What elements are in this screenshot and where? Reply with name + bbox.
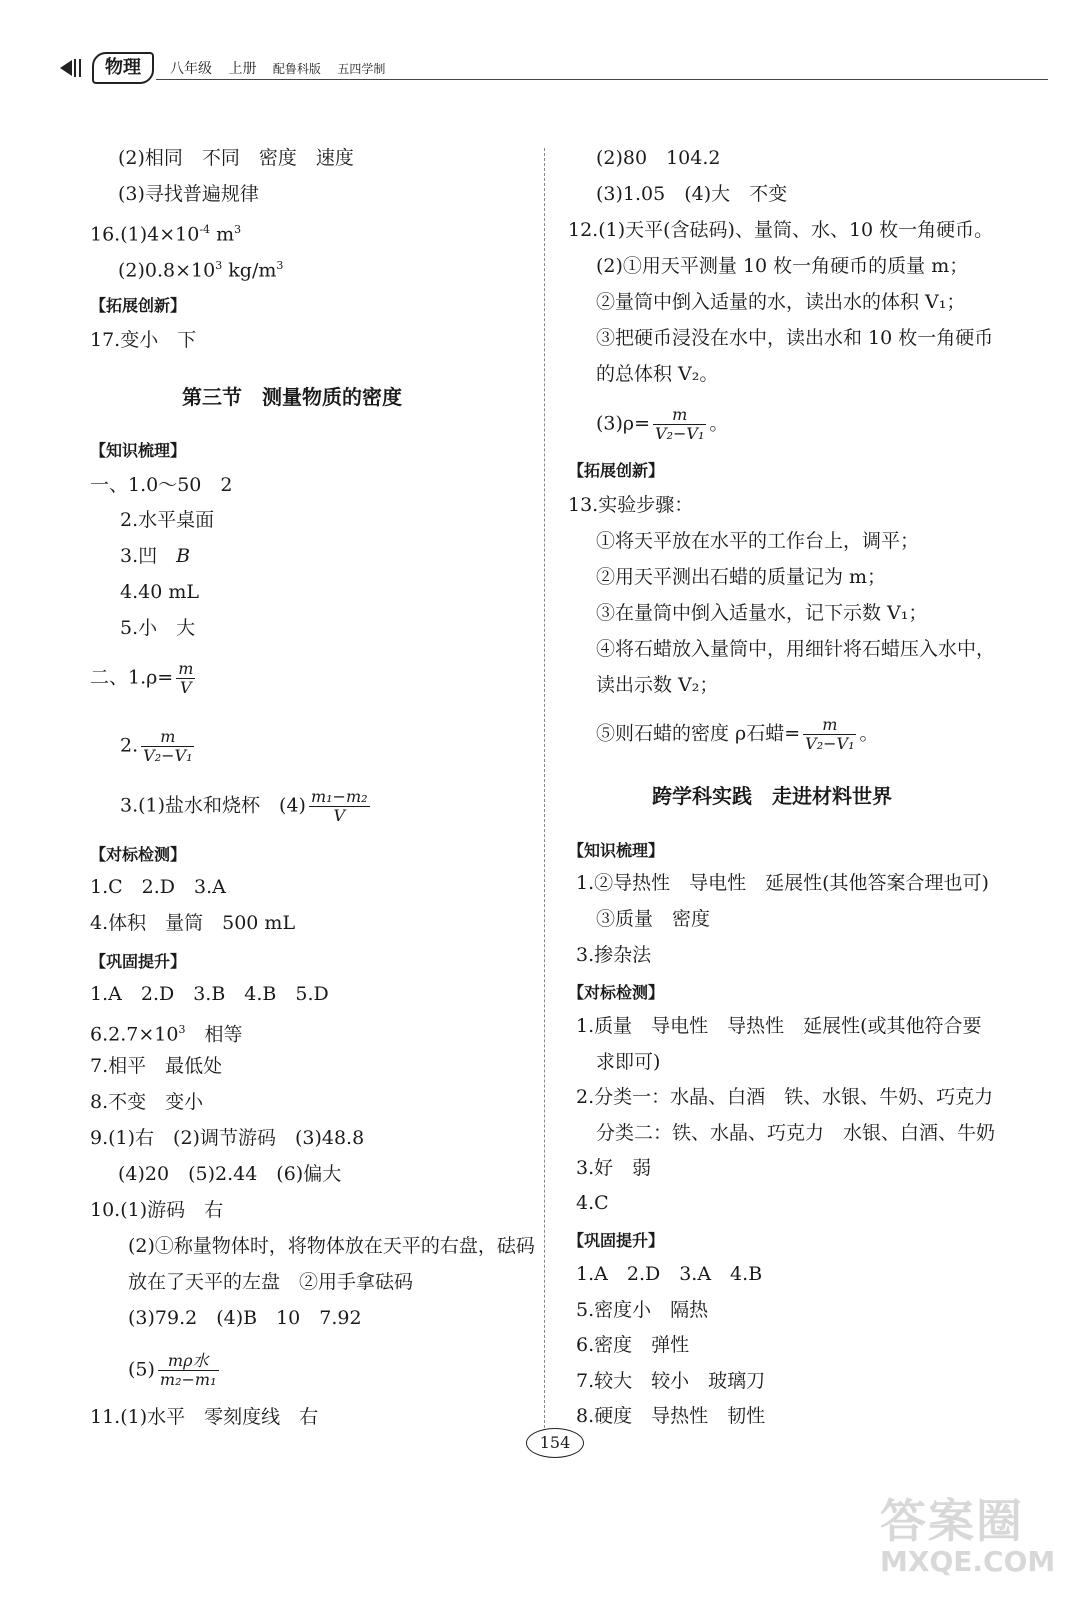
answer-line: $(2)0.8\times 10^3$ $kg/m^3$ — [118, 259, 284, 282]
answer-line: 3.好 弱 — [576, 1157, 652, 1179]
page-header — [48, 50, 1008, 84]
answer-line: (3)寻找普遍规律 — [118, 183, 259, 205]
column-divider — [544, 148, 545, 1428]
answer-line: 2.水平桌面 — [120, 509, 215, 531]
fraction: $\frac{m}{\text{V₂−V₁}}$ — [143, 727, 193, 765]
arrow-icon — [60, 60, 72, 76]
answer-line: 3.掺杂法 — [576, 944, 652, 966]
formula-line: 二、1.ρ= $\frac{m}{V}$ — [90, 659, 194, 697]
answer-line: $16.(1)4\times 10^{-4}$ $m^3$ — [90, 223, 242, 246]
header-rule — [156, 79, 1048, 80]
formula-line: 2. $\frac{m}{\text{V₂−V₁}}$ — [120, 727, 193, 765]
answer-line: 1.C 2.D 3.A — [90, 876, 226, 898]
answer-line: 放在了天平的左盘 ②用手拿砝码 — [128, 1271, 414, 1293]
lesson-heading: 第三节 测量物质的密度 — [182, 385, 402, 409]
volume-label: 上册 — [228, 61, 257, 77]
answer-line: ②量筒中倒入适量的水，读出水的体积 V₁； — [596, 291, 966, 313]
answer-line: (3)79.2 (4)B 10 7.92 — [128, 1307, 362, 1329]
edition-label: 配鲁科版 — [272, 62, 321, 76]
answer-line: 2.分类一：水晶、白酒 铁、水银、牛奶、巧克力 — [576, 1086, 994, 1108]
watermark-text: 答案圈 — [880, 1494, 1024, 1548]
bar-decoration — [74, 59, 76, 77]
answer-line: 5.小 大 — [120, 617, 196, 639]
answer-line: 12.(1)天平(含砝码)、量筒、水、10 枚一角硬币。 — [568, 219, 994, 241]
watermark-url: MXQE.COM — [880, 1545, 1056, 1578]
answer-line: 分类二：铁、水晶、巧克力 水银、白酒、牛奶 — [596, 1122, 996, 1144]
lesson-heading: 跨学科实践 走进材料世界 — [652, 784, 892, 808]
answer-line: (2)①用天平测量 10 枚一角硬币的质量 m； — [596, 255, 969, 277]
formula-line: 3.(1)盐水和烧杯 (4) $\frac{\text{m₁−m₂}}{V}$ — [120, 787, 368, 825]
answer-line: 1.A 2.D 3.B 4.B 5.D — [90, 983, 329, 1005]
answer-line: 10.(1)游码 右 — [90, 1199, 224, 1221]
answer-line: $6.2.7\times 10^3$ 相等 — [90, 1023, 243, 1046]
answer-line: (2)相同 不同 密度 速度 — [118, 147, 354, 169]
subject-label: 物理 — [92, 52, 154, 84]
answer-line: ③把硬币浸没在水中，读出水和 10 枚一角硬币 — [596, 327, 994, 349]
fraction: $\frac{m}{\text{V₂−V₁}}$ — [805, 715, 855, 753]
formula-line: (3)ρ= $\frac{m}{\text{V₂−V₁}}$ 。 — [596, 405, 729, 443]
section-title: 【拓展创新】 — [90, 296, 187, 315]
answer-line: ③在量筒中倒入适量水，记下示数 V₁； — [596, 602, 928, 624]
answer-line: 4.体积 量筒 500 mL — [90, 912, 296, 934]
answer-line: ②用天平测出石蜡的质量记为 m； — [596, 566, 887, 588]
answer-line: ①将天平放在水平的工作台上，调平； — [596, 530, 920, 552]
answer-line: (3)1.05 (4)大 不变 — [596, 183, 788, 205]
section-title: 【知识梳理】 — [90, 441, 187, 460]
answer-line: 7.相平 最低处 — [90, 1055, 223, 1077]
answer-line: 1.②导热性 导电性 延展性(其他答案合理也可) — [576, 872, 989, 894]
answer-line: (4)20 (5)2.44 (6)偏大 — [118, 1163, 342, 1185]
answer-line: 4.40 mL — [120, 581, 199, 603]
answer-line: 4.C — [576, 1192, 609, 1214]
answer-line: (2)80 104.2 — [596, 147, 721, 169]
formula-line: (5) $\frac{\text{mρ水}}{\text{m₂−m₁}}$ — [128, 1351, 217, 1389]
section-title: 【对标检测】 — [568, 983, 665, 1002]
answer-line: 7.较大 较小 玻璃刀 — [576, 1370, 766, 1392]
answer-line: 5.密度小 隔热 — [576, 1299, 709, 1321]
answer-line: 一、1.0～50 2 — [90, 474, 233, 496]
answer-line: 9.(1)右 (2)调节游码 (3)48.8 — [90, 1127, 365, 1149]
answer-line: 1.A 2.D 3.A 4.B — [576, 1263, 763, 1285]
answer-line: 6.密度 弹性 — [576, 1334, 690, 1356]
answer-line: 11.(1)水平 零刻度线 右 — [90, 1406, 319, 1428]
answer-line: 17.变小 下 — [90, 329, 197, 351]
answer-line: 的总体积 V₂。 — [596, 363, 719, 385]
bar-decoration — [79, 59, 81, 77]
answer-line: ④将石蜡放入量筒中，用细针将石蜡压入水中， — [596, 638, 996, 660]
answer-line: ③质量 密度 — [596, 908, 711, 930]
watermark-logo — [880, 1495, 1070, 1585]
system-label: 五四学制 — [337, 62, 386, 76]
answer-line: 8.不变 变小 — [90, 1091, 204, 1113]
formula-line: ⑤则石蜡的密度 ρ石蜡= $\frac{m}{\text{V₂−V₁}}$ 。 — [596, 715, 879, 753]
book-info — [170, 58, 397, 78]
fraction: $\frac{\text{mρ水}}{\text{m₂−m₁}}$ — [159, 1351, 217, 1389]
section-title: 【巩固提升】 — [568, 1231, 665, 1250]
answer-line: 3.凹 B — [120, 545, 191, 567]
fraction: $\frac{m}{V}$ — [178, 659, 194, 697]
answer-line: 读出示数 V₂； — [596, 674, 719, 696]
answer-line: 1.质量 导电性 导热性 延展性(或其他符合要 — [576, 1015, 982, 1037]
grade-label: 八年级 — [170, 61, 212, 77]
answer-line: (2)①称量物体时，将物体放在天平的右盘，砝码 — [128, 1235, 535, 1257]
section-title: 【对标检测】 — [90, 845, 187, 864]
answer-line: 求即可) — [596, 1051, 661, 1073]
fraction: $\frac{\text{m₁−m₂}}{V}$ — [310, 787, 368, 825]
section-title: 【拓展创新】 — [568, 461, 665, 480]
answer-line: 13.实验步骤： — [568, 494, 694, 516]
fraction: $\frac{m}{\text{V₂−V₁}}$ — [655, 405, 705, 443]
page-number: 154 — [526, 1428, 584, 1458]
answer-line: 8.硬度 导热性 韧性 — [576, 1405, 766, 1427]
section-title: 【巩固提升】 — [90, 952, 187, 971]
section-title: 【知识梳理】 — [568, 841, 665, 860]
